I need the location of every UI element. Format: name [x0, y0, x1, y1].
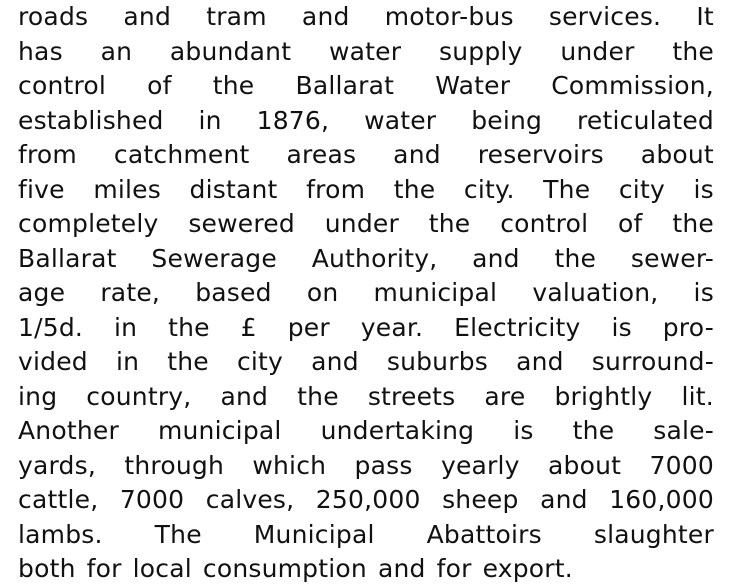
- text-line-9: age rate, based on municipal valuation, is: [18, 278, 714, 307]
- text-line-1: roads and tram and motor-bus services. It: [18, 2, 714, 31]
- text-line-3: control of the Ballarat Water Commission,: [18, 71, 714, 100]
- text-line-4: established in 1876, water being reticulated: [18, 105, 714, 135]
- text-line-5: from catchment areas and reservoirs about: [18, 140, 714, 169]
- text-line-7: completely sewered under the control of the: [18, 209, 714, 238]
- text-line-6: five miles distant from the city. The city is: [18, 174, 714, 204]
- text-line-8: Ballarat Sewerage Authority, and the sewer-: [18, 243, 714, 273]
- text-line-12: ing country, and the streets are brightly lit.: [18, 381, 714, 411]
- text-line-10: 1/5d. in the £ per year. Electricity is pro-: [18, 312, 714, 342]
- text-line-15: cattle, 7000 calves, 250,000 sheep and 160,000: [18, 485, 714, 514]
- text-line-17: both for local consumption and for export.: [18, 554, 573, 583]
- text-line-14: yards, through which pass yearly about 7000: [18, 450, 714, 480]
- body-text: [18, 0, 714, 587]
- text-line-16: lambs. The Municipal Abattoirs slaughter: [18, 519, 714, 549]
- text-line-11: vided in the city and suburbs and surround-: [18, 347, 714, 376]
- text-line-13: Another municipal undertaking is the sale-: [18, 416, 714, 445]
- text-line-2: has an abundant water supply under the: [18, 36, 714, 66]
